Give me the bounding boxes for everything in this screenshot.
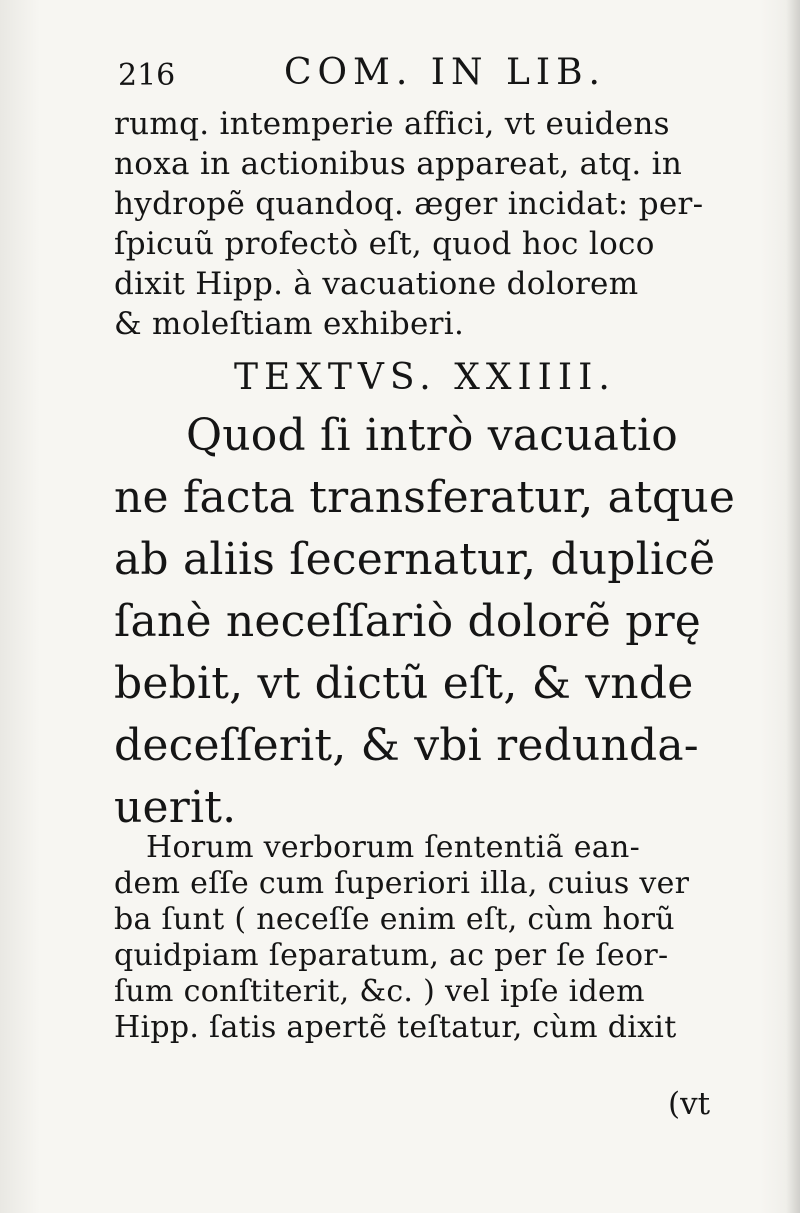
catchword: (vt [668,1086,711,1122]
text-line: ſum conſtiterit, &c. ) vel ipſe idem [114,974,645,1009]
aphorism-line: ſanè neceſſariò dolorẽ prę [114,596,702,647]
text-line: noxa in actionibus appareat, atq. in [114,146,683,182]
text-line: Hipp. ſatis apertẽ teſtatur, cùm dixit [114,1010,677,1045]
text-line: ſpicuũ profectò eſt, quod hoc loco [114,226,655,262]
page-number: 216 [118,58,176,93]
text-line: & moleſtiam exhiberi. [114,306,465,342]
text-line: dem eſſe cum ſuperiori illa, cuius ver [114,866,690,901]
aphorism-line: Quod ſi intrò vacuatio [186,410,678,461]
section-heading: TEXTVS. XXIIII. [234,357,616,398]
text-line: Horum verborum ſententiã ean- [146,830,641,865]
text-line: ba ſunt ( neceſſe enim eſt, cùm horũ [114,902,675,937]
aphorism-line: ab aliis ſecernatur, duplicẽ [114,534,716,585]
aphorism-text [114,405,754,839]
commentary-before [114,104,744,344]
aphorism-line: bebit, vt dictũ eſt, & vnde [114,658,694,709]
commentary-after [114,830,744,1046]
aphorism-line: deceſſerit, & vbi redunda- [114,720,699,771]
text-line: rumq. intemperie affici, vt euidens [114,106,670,142]
text-line: hydropẽ quandoq. æger incidat: per- [114,186,704,222]
text-line: quidpiam ſeparatum, ac per ſe ſeor- [114,938,669,973]
page-header [118,52,738,102]
page-fold-shadow [786,0,800,1213]
aphorism-line: ne facta transferatur, atque [114,472,736,523]
running-title: COM. IN LIB. [284,52,606,93]
text-line: dixit Hipp. à vacuatione dolorem [114,266,639,302]
aphorism-line: uerit. [114,782,237,833]
